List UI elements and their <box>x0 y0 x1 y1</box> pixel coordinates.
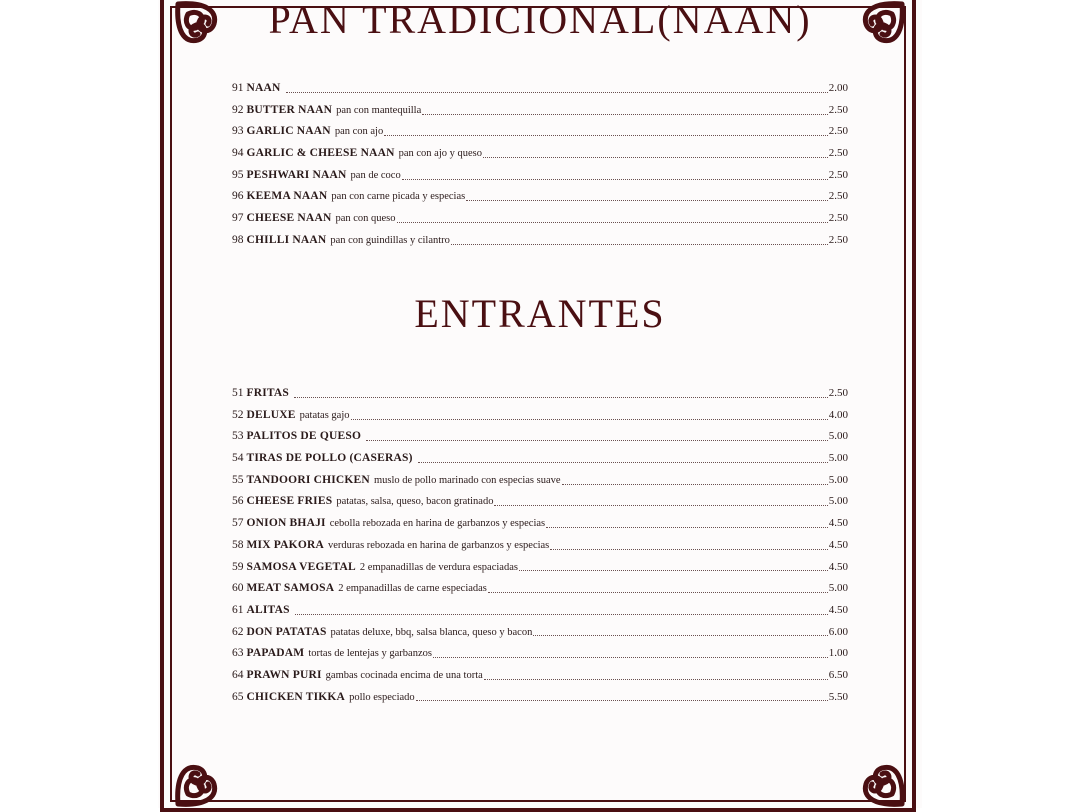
item-name: TIRAS DE POLLO (CASERAS) <box>246 452 413 465</box>
item-price: 4.00 <box>828 408 848 421</box>
item-price: 6.00 <box>828 625 848 638</box>
item-price: 5.00 <box>828 430 848 443</box>
dot-leader <box>384 134 828 136</box>
item-number: 58 <box>232 538 244 551</box>
dot-leader <box>294 396 828 398</box>
item-name: DELUXE <box>246 408 296 421</box>
item-description: pan con ajo <box>334 126 384 138</box>
menu-item-row <box>232 557 848 579</box>
corner-flourish-icon <box>174 738 244 808</box>
item-price: 2.50 <box>828 233 848 246</box>
dot-leader <box>494 504 827 506</box>
item-number: 51 <box>232 387 244 399</box>
item-name: PESHWARI NAAN <box>246 168 347 181</box>
item-price: 5.00 <box>828 495 848 508</box>
section-title-entrantes: ENTRANTES <box>414 291 666 336</box>
menu-item-row <box>232 230 848 252</box>
item-number: 62 <box>232 625 244 638</box>
item-price: 4.50 <box>828 517 848 530</box>
dot-leader <box>351 418 828 420</box>
corner-flourish-icon <box>836 738 906 808</box>
dot-leader <box>484 678 828 680</box>
item-name: MIX PAKORA <box>246 538 324 551</box>
item-number: 61 <box>232 603 244 616</box>
item-name: BUTTER NAAN <box>246 103 333 116</box>
item-description: pan con carne picada y especias <box>331 191 466 203</box>
item-description: gambas cocinada encima de una torta <box>325 669 483 681</box>
item-description: pan con queso <box>335 213 396 225</box>
dot-leader <box>533 634 827 636</box>
menu-item-row <box>232 578 848 600</box>
item-name: CHEESE NAAN <box>246 212 332 225</box>
item-price: 2.50 <box>828 190 848 203</box>
dot-leader <box>433 656 828 658</box>
item-name: CHEESE FRIES <box>246 495 333 508</box>
menu-item-row <box>232 383 848 405</box>
item-description: patatas, salsa, queso, bacon gratinado <box>336 496 494 508</box>
item-description: pan con mantequilla <box>336 104 422 116</box>
item-name: KEEMA NAAN <box>246 190 328 203</box>
item-description: pollo especiado <box>349 691 415 703</box>
item-name: PALITOS DE QUESO <box>246 430 362 443</box>
item-number: 98 <box>232 233 244 246</box>
naan-item-list <box>232 78 848 252</box>
item-price: 1.00 <box>828 647 848 660</box>
item-number: 57 <box>232 517 244 530</box>
item-name: ONION BHAJI <box>246 517 326 530</box>
menu-item-row <box>232 143 848 165</box>
dot-leader <box>366 439 828 441</box>
menu-item-row <box>232 535 848 557</box>
menu-item-row <box>232 426 848 448</box>
item-price: 5.00 <box>828 473 848 486</box>
item-number: 97 <box>232 212 244 225</box>
entrantes-item-list <box>232 383 848 708</box>
item-name: PRAWN PURI <box>246 668 322 681</box>
menu-item-row <box>232 405 848 427</box>
item-description: cebolla rebozada en harina de garbanzos y especias <box>329 518 546 530</box>
menu-item-row <box>232 513 848 535</box>
item-name: CHILLI NAAN <box>246 233 327 246</box>
item-name: DON PATATAS <box>246 625 327 638</box>
menu-item-row <box>232 665 848 687</box>
item-number: 63 <box>232 647 244 660</box>
item-price: 2.50 <box>828 103 848 116</box>
item-number: 54 <box>232 452 244 465</box>
dot-leader <box>286 91 828 93</box>
item-number: 59 <box>232 560 244 573</box>
dot-leader <box>562 483 828 485</box>
item-number: 60 <box>232 582 244 595</box>
item-name: MEAT SAMOSA <box>246 582 335 595</box>
item-number: 94 <box>232 147 244 160</box>
item-price: 2.50 <box>828 168 848 181</box>
menu-item-row <box>232 165 848 187</box>
item-price: 2.50 <box>828 125 848 138</box>
item-price: 2.50 <box>828 147 848 160</box>
item-price: 4.50 <box>828 560 848 573</box>
dot-leader <box>451 243 828 245</box>
dot-leader <box>402 178 828 180</box>
item-name: PAPADAM <box>246 647 305 660</box>
dot-leader <box>295 613 828 615</box>
item-name: SAMOSA VEGETAL <box>246 560 356 573</box>
item-price: 4.50 <box>828 538 848 551</box>
item-description: 2 empanadillas de verdura espaciadas <box>359 561 518 573</box>
item-description: tortas de lentejas y garbanzos <box>308 648 432 660</box>
dot-leader <box>488 591 828 593</box>
menu-item-row <box>232 208 848 230</box>
item-price: 4.50 <box>828 603 848 616</box>
item-description: verduras rebozada en harina de garbanzos y especias <box>328 539 550 551</box>
item-price: 5.00 <box>828 582 848 595</box>
item-description: patatas deluxe, bbq, salsa blanca, queso y bacon <box>330 626 533 638</box>
item-number: 93 <box>232 125 244 138</box>
menu-item-row <box>232 121 848 143</box>
item-description: patatas gajo <box>299 409 350 421</box>
item-number: 65 <box>232 690 244 703</box>
item-number: 53 <box>232 430 244 443</box>
menu-item-row <box>232 470 848 492</box>
dot-leader <box>422 113 828 115</box>
menu-item-row <box>232 687 848 709</box>
menu-item-row <box>232 600 848 622</box>
item-description: pan de coco <box>350 169 401 181</box>
menu-item-row <box>232 448 848 470</box>
item-price: 2.50 <box>828 212 848 225</box>
menu-item-row <box>232 643 848 665</box>
item-price: 2.00 <box>828 82 848 94</box>
item-number: 95 <box>232 168 244 181</box>
item-number: 92 <box>232 103 244 116</box>
item-description: pan con guindillas y cilantro <box>330 234 450 246</box>
item-price: 5.00 <box>828 452 848 465</box>
item-name: GARLIC & CHEESE NAAN <box>246 147 395 160</box>
menu-item-row <box>232 100 848 122</box>
item-number: 52 <box>232 408 244 421</box>
item-name: FRITAS <box>246 387 290 399</box>
dot-leader <box>397 221 828 223</box>
dot-leader <box>416 699 828 701</box>
item-name: TANDOORI CHICKEN <box>246 473 370 486</box>
dot-leader <box>483 156 828 158</box>
item-number: 56 <box>232 495 244 508</box>
menu-item-row <box>232 491 848 513</box>
item-number: 96 <box>232 190 244 203</box>
dot-leader <box>550 548 827 550</box>
item-number: 91 <box>232 82 244 94</box>
item-number: 64 <box>232 668 244 681</box>
menu-item-row <box>232 622 848 644</box>
item-name: GARLIC NAAN <box>246 125 331 138</box>
item-number: 55 <box>232 473 244 486</box>
dot-leader <box>519 569 828 571</box>
menu-item-row <box>232 78 848 100</box>
menu-item-row <box>232 186 848 208</box>
dot-leader <box>466 199 828 201</box>
item-price: 6.50 <box>828 668 848 681</box>
dot-leader <box>418 461 828 463</box>
item-description: muslo de pollo marinado con especias suave <box>373 474 561 486</box>
section-title-naan: PAN TRADICIONAL(NAAN) <box>268 0 812 42</box>
dot-leader <box>546 526 828 528</box>
item-description: pan con ajo y queso <box>398 148 482 160</box>
item-price: 2.50 <box>828 387 848 399</box>
item-name: CHICKEN TIKKA <box>246 690 346 703</box>
item-price: 5.50 <box>828 690 848 703</box>
item-name: ALITAS <box>246 603 290 616</box>
item-name: NAAN <box>246 82 281 94</box>
item-description: 2 empanadillas de carne especiadas <box>338 583 487 595</box>
